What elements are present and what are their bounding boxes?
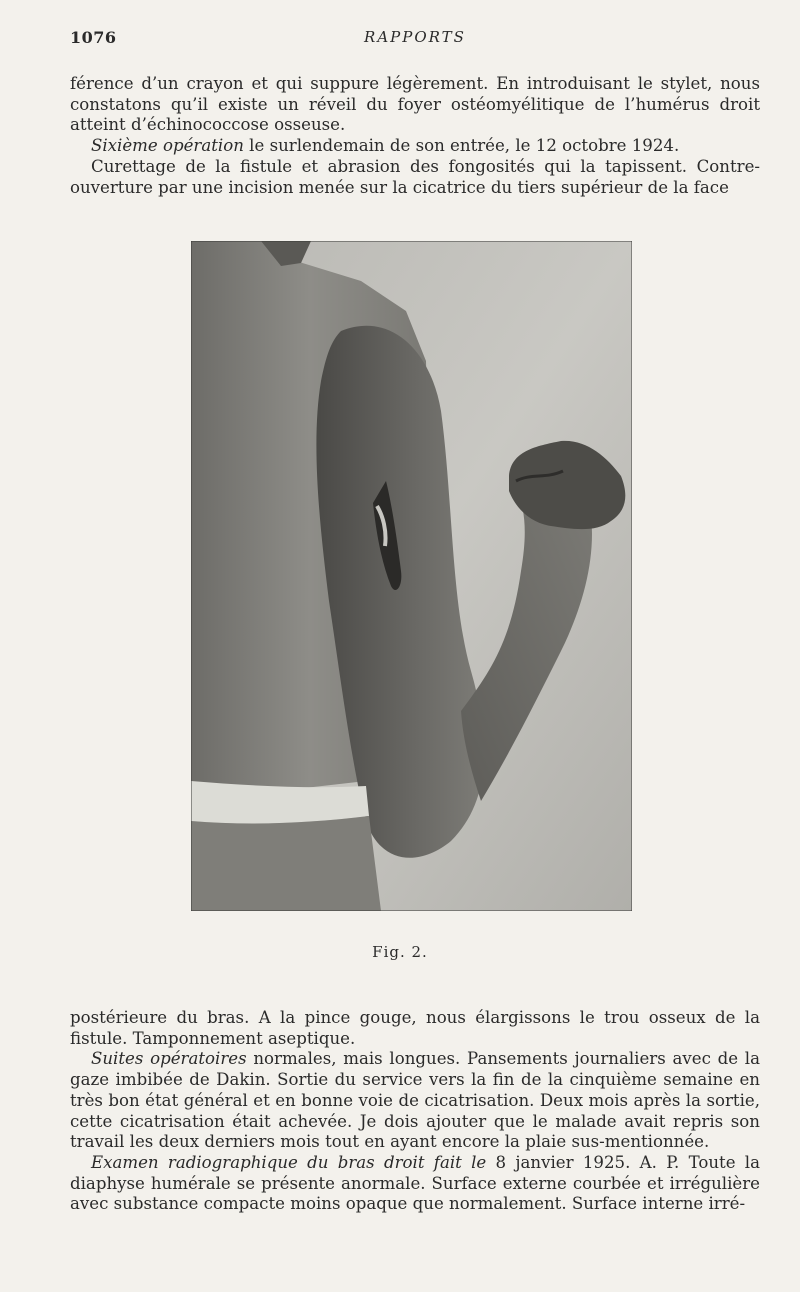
paragraph-text: normales, mais longues. Pansements journaliers avec de la gaze imbibée de Dakin. Sortie du service vers la fin de la cinquième semaine en très bon état général et en bonne voie de cicatrisation. Deux mois après la sortie, cette cicatrisation était achevée. Je dois ajouter que le malade avait repris son travail les deux derniers mois tout en ayant encore la plaie sus-mentionnée. <box>70 1049 760 1152</box>
figure-caption: Fig. 2. <box>372 943 428 961</box>
trousers <box>191 816 381 911</box>
italic-phrase: Examen radiographique du bras droit fait le <box>91 1152 487 1172</box>
paragraph: férence d’un crayon et qui suppure légèrement. En introduisant le stylet, nous constatons qu’il existe un réveil du foyer ostéomyélitique de l’humérus droit atteint d’échinococcose osseuse. <box>70 74 760 135</box>
page-number: 1076 <box>70 28 117 47</box>
paragraph-text: le surlendemain de son entrée, le 12 octobre 1924. <box>243 136 680 156</box>
paragraph <box>70 136 760 157</box>
paragraph <box>70 1049 760 1153</box>
paragraph-text: 8 janvier 1925. A. P. Toute la diaphyse humérale se présente anormale. Surface externe courbée et irrégulière avec substance compacte moins opaque que normalement. Surface interne irré- <box>70 1152 761 1214</box>
bottom-text-block <box>70 1008 760 1215</box>
italic-phrase: Sixième opération <box>91 136 244 156</box>
paragraph: Curettage de la fistule et abrasion des fongosités qui la tapissent. Contre-ouverture par une incision menée sur la cicatrice du tiers supérieur de la face <box>70 156 760 197</box>
italic-phrase: Suites opératoires <box>91 1049 247 1069</box>
waistband <box>191 781 369 823</box>
paragraph <box>70 1153 760 1215</box>
figure-photograph <box>191 241 632 911</box>
top-text-block <box>70 74 760 198</box>
page-header <box>70 28 760 54</box>
paragraph: postérieure du bras. A la pince gouge, nous élargissons le trou osseux de la fistule. Tamponnement aseptique. <box>70 1008 760 1048</box>
running-head: RAPPORTS <box>364 28 466 46</box>
